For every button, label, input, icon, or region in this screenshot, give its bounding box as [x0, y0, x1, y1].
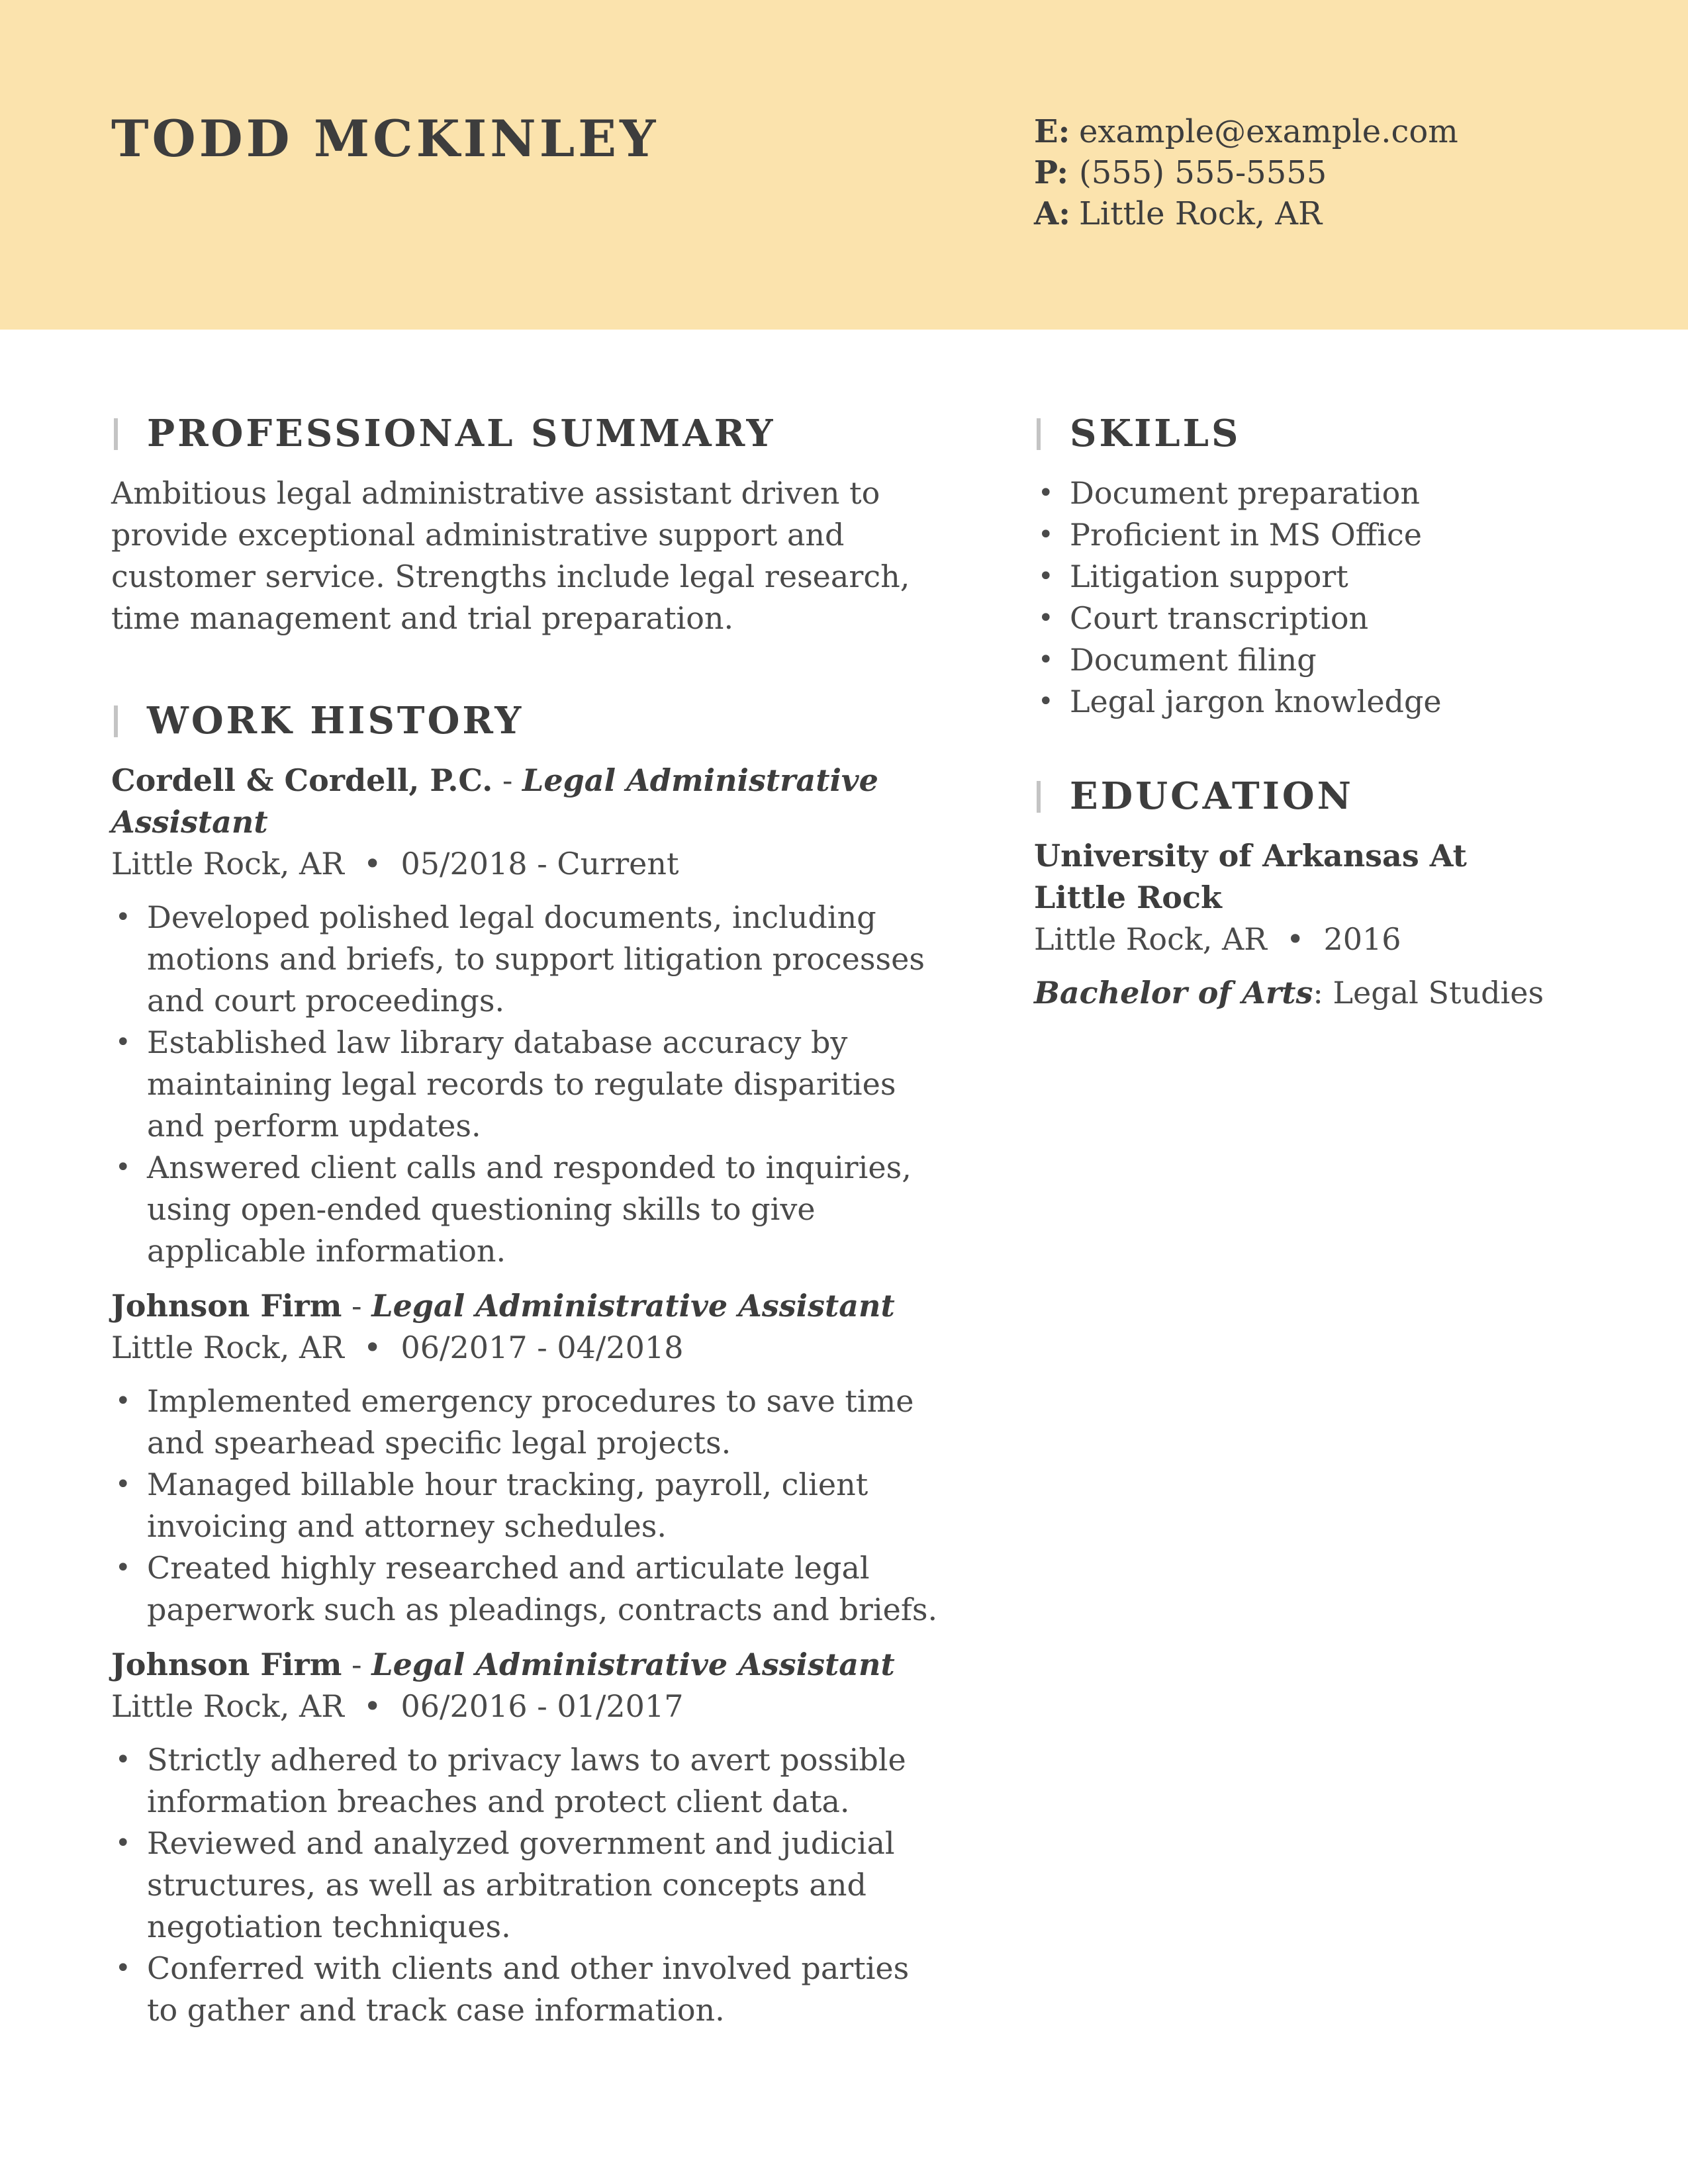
skill-text: Litigation support: [1070, 559, 1348, 594]
bullet-text: Established law library database accuracy by maintaining legal records to regulate disparities and perform updates.: [147, 1024, 896, 1144]
job-location: Little Rock, AR: [111, 846, 344, 882]
education-school: University of Arkansas At Little Rock: [1034, 838, 1467, 915]
job-company: Johnson Firm: [111, 1288, 342, 1324]
education-meta: [1034, 919, 1564, 960]
job-role: Legal Administrative Assistant: [371, 1647, 895, 1682]
job-dates: 06/2016 - 01/2017: [400, 1688, 684, 1724]
list-item: [1034, 556, 1564, 598]
list-item: [111, 1147, 945, 1272]
list-item: [111, 1381, 945, 1464]
bullet-dot: •: [1038, 686, 1054, 717]
skill-text: Proficient in MS Office: [1070, 517, 1423, 553]
bullet-dot: •: [115, 1953, 131, 1983]
meta-dot: •: [363, 846, 382, 882]
skills-title-text: SKILLS: [1070, 412, 1241, 455]
section-title-skills: [1034, 404, 1564, 463]
section-title-work: [111, 691, 945, 751]
bullet-dot: •: [115, 1027, 131, 1058]
contact-block: [1034, 111, 1458, 234]
bullet-dot: •: [115, 1553, 131, 1583]
list-item: [111, 1547, 945, 1631]
job-location: Little Rock, AR: [111, 1688, 344, 1724]
education-field: Legal Studies: [1333, 975, 1544, 1011]
bullet-text: Conferred with clients and other involved parties to gather and track case information.: [147, 1950, 910, 2028]
bullet-dot: •: [115, 1745, 131, 1775]
list-item: [111, 1739, 945, 1823]
bullet-text: Answered client calls and responded to inquiries, using open-ended questioning skills to give applicable information.: [147, 1150, 912, 1269]
bullet-dot: •: [115, 1828, 131, 1858]
contact-email-key: E:: [1034, 113, 1070, 150]
job-heading: [111, 1644, 945, 1686]
list-item: [1034, 473, 1564, 514]
contact-email: [1034, 111, 1458, 152]
bullet-dot: •: [1038, 561, 1054, 592]
section-bar: [1037, 781, 1041, 813]
section-title-summary: [111, 404, 945, 463]
list-item: [1034, 639, 1564, 681]
contact-address-key: A:: [1034, 195, 1070, 232]
section-bar: [114, 418, 118, 450]
skills-list: [1034, 473, 1564, 723]
summary-title-text: PROFESSIONAL SUMMARY: [147, 412, 776, 455]
bullet-dot: •: [1038, 603, 1054, 633]
contact-email-value[interactable]: example@example.com: [1079, 113, 1458, 150]
education-degree: Bachelor of Arts: [1034, 975, 1313, 1011]
job-separator: -: [342, 1647, 372, 1682]
skill-text: Document filing: [1070, 642, 1317, 678]
job-meta: [111, 1686, 945, 1727]
education-title-text: EDUCATION: [1070, 774, 1354, 818]
bullet-dot: •: [1038, 645, 1054, 675]
contact-address-value: Little Rock, AR: [1079, 195, 1323, 232]
job-dates: 05/2018 - Current: [400, 846, 679, 882]
job-meta: [111, 843, 945, 885]
bullet-text: Strictly adhered to privacy laws to avert possible information breaches and protect client data.: [147, 1742, 906, 1819]
job-location: Little Rock, AR: [111, 1330, 344, 1365]
meta-dot: •: [363, 1330, 382, 1365]
skill-text: Court transcription: [1070, 600, 1369, 636]
bullet-text: Developed polished legal documents, including motions and briefs, to support litigation processes and court proceedings.: [147, 899, 925, 1019]
right-column: [1034, 404, 1564, 1014]
candidate-name: TODD MCKINLEY: [111, 109, 659, 168]
contact-phone-value[interactable]: (555) 555-5555: [1079, 154, 1327, 191]
job-separator: -: [492, 762, 523, 798]
meta-dot: •: [363, 1688, 382, 1724]
job-meta: [111, 1327, 945, 1369]
list-item: [111, 1464, 945, 1547]
list-item: [111, 1022, 945, 1147]
list-item: [1034, 681, 1564, 723]
job-dates: 06/2017 - 04/2018: [400, 1330, 684, 1365]
bullet-dot: •: [115, 902, 131, 933]
section-bar: [114, 705, 118, 737]
job-company: Johnson Firm: [111, 1647, 342, 1682]
education-degree-line: [1034, 972, 1564, 1014]
contact-phone-key: P:: [1034, 154, 1069, 191]
skill-text: Document preparation: [1070, 475, 1420, 511]
bullet-dot: •: [115, 1469, 131, 1500]
bullet-text: Implemented emergency procedures to save time and spearhead specific legal projects.: [147, 1383, 914, 1461]
job-entry: [111, 1644, 945, 2031]
bullet-dot: •: [1038, 520, 1054, 550]
education-year: 2016: [1323, 921, 1401, 957]
skill-text: Legal jargon knowledge: [1070, 684, 1442, 719]
bullet-dot: •: [1038, 478, 1054, 508]
list-item: [1034, 598, 1564, 639]
job-company: Cordell & Cordell, P.C.: [111, 762, 493, 798]
job-heading: [111, 760, 945, 843]
job-role: Legal Administrative Assistant: [111, 762, 878, 840]
bullet-dot: •: [115, 1386, 131, 1416]
bullet-text: Managed billable hour tracking, payroll, client invoicing and attorney schedules.: [147, 1467, 868, 1544]
job-role: Legal Administrative Assistant: [371, 1288, 895, 1324]
work-title-text: WORK HISTORY: [147, 699, 524, 743]
summary-text: Ambitious legal administrative assistant driven to provide exceptional administrative support and customer service. Strengths include legal research, time management and trial preparation.: [111, 475, 910, 636]
job-entry: [111, 1285, 945, 1631]
bullet-dot: •: [115, 1152, 131, 1183]
job-bullets: [111, 897, 945, 1272]
header-band: [0, 0, 1688, 330]
job-entry: [111, 760, 945, 1272]
list-item: [1034, 514, 1564, 556]
list-item: [111, 897, 945, 1022]
list-item: [111, 1823, 945, 1948]
bullet-text: Created highly researched and articulate legal paperwork such as pleadings, contracts and briefs.: [147, 1550, 938, 1627]
education-field-sep: :: [1313, 975, 1333, 1011]
section-bar: [1037, 418, 1041, 450]
job-heading: [111, 1285, 945, 1327]
job-bullets: [111, 1739, 945, 2031]
left-column: [111, 404, 945, 2044]
bullet-text: Reviewed and analyzed government and judicial structures, as well as arbitration concepts and negotiation techniques.: [147, 1825, 895, 1944]
list-item: [111, 1948, 945, 2031]
meta-dot: •: [1286, 921, 1305, 957]
contact-phone: [1034, 152, 1458, 193]
job-bullets: [111, 1381, 945, 1631]
section-title-education: [1034, 766, 1564, 826]
contact-address: [1034, 193, 1458, 234]
job-separator: -: [342, 1288, 372, 1324]
education-location: Little Rock, AR: [1034, 921, 1267, 957]
